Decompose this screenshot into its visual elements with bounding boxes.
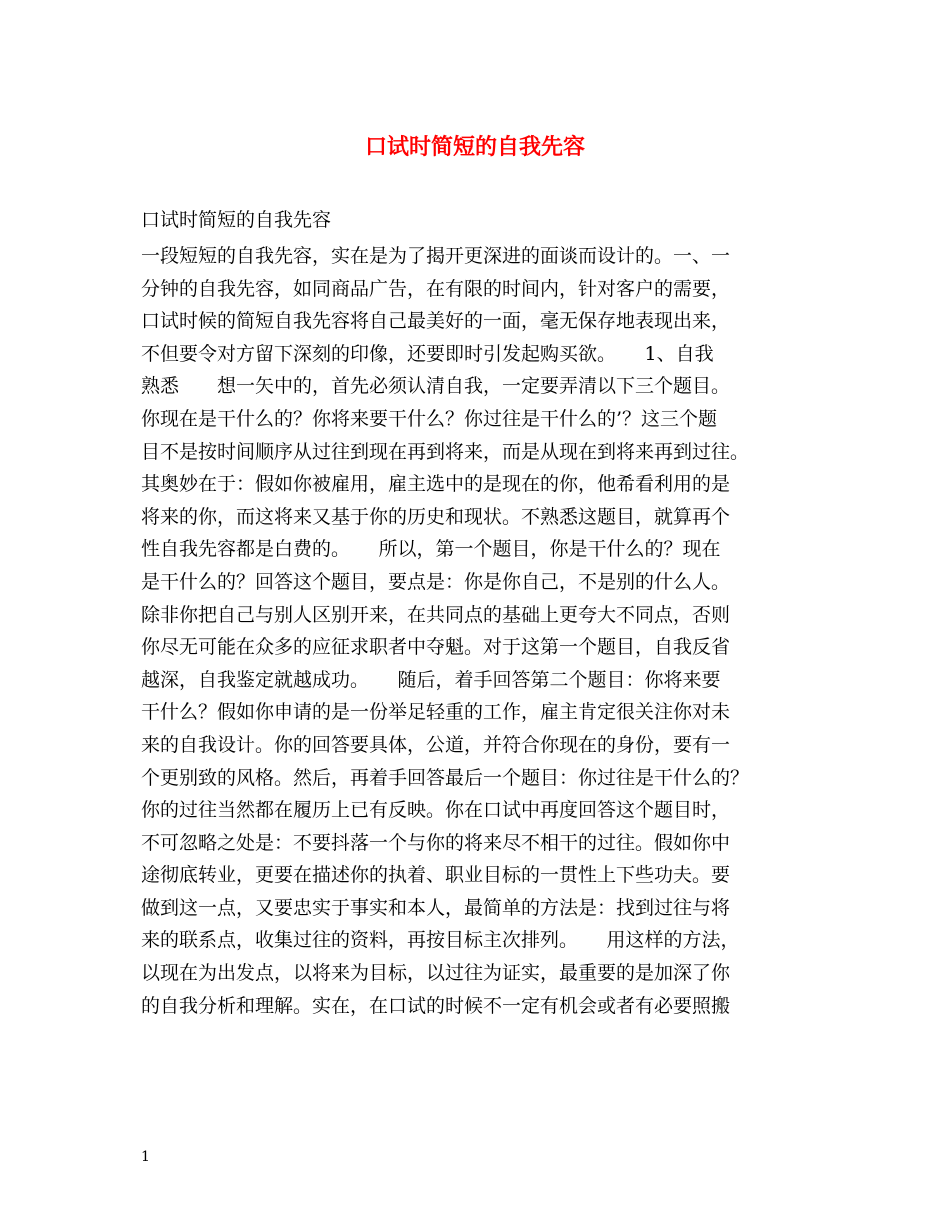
body-text-line: 你的过往当然都在履历上已有反映。你在口试中再度回答这个题目时， <box>141 799 731 822</box>
body-text-line: 途彻底转业，更要在描述你的执着、职业目标的一贯性上下些功夫。要 <box>141 864 731 887</box>
body-text-line: 性自我先容都是白费的。 所以，第一个题目，你是干什么的？现在 <box>141 538 721 561</box>
page-number: 1 <box>141 1149 150 1165</box>
body-text-line: 口试时候的简短自我先容将自己最美好的一面，毫无保存地表现出来， <box>141 310 731 333</box>
body-text-line: 以现在为出发点，以将来为目标，以过往为证实，最重要的是加深了你 <box>141 962 731 985</box>
body-text-line: 不可忽略之处是：不要抖落一个与你的将来尽不相干的过往。假如你中 <box>141 831 731 854</box>
body-text-line: 熟悉 想一矢中的，首先必须认清自我，一定要弄清以下三个题目。 <box>141 375 731 398</box>
document-title: 口试时简短的自我先容 <box>364 134 585 160</box>
body-text-line: 目不是按时间顺序从过往到现在再到将来，而是从现在到将来再到过往。 <box>141 440 750 463</box>
body-text-line: 的自我分析和理解。实在，在口试的时候不一定有机会或者有必要照搬 <box>141 994 731 1017</box>
body-text-line: 越深，自我鉴定就越成功。 随后，着手回答第二个题目：你将来要 <box>141 668 721 691</box>
body-text-line: 除非你把自己与别人区别开来，在共同点的基础上更夸大不同点，否则 <box>141 603 731 626</box>
body-text-line: 将来的你，而这将来又基于你的历史和现状。不熟悉这题目，就算再个 <box>141 505 731 528</box>
body-text-line: 你尽无可能在众多的应征求职者中夺魁。对于这第一个题目，自我反省 <box>141 636 731 659</box>
body-text-line: 你现在是干什么的？你将来要干什么？你过往是干什么的’？这三个题 <box>141 407 718 430</box>
body-text-line: 个更别致的风格。然后，再着手回答最后一个题目：你过往是干什么的？ <box>141 766 750 789</box>
body-text-line: 其奥妙在于：假如你被雇用，雇主选中的是现在的你，他希看利用的是 <box>141 473 731 496</box>
body-text-line: 一段短短的自我先容，实在是为了揭开更深进的面谈而设计的。一、一 <box>141 245 731 267</box>
body-text-line: 干什么？假如你申请的是一份举足轻重的工作，雇主肯定很关注你对未 <box>141 701 731 724</box>
document-subtitle: 口试时简短的自我先容 <box>141 209 332 231</box>
body-text-line: 分钟的自我先容，如同商品广告，在有限的时间内，针对客户的需要， <box>141 277 731 300</box>
body-text-line: 来的联系点，收集过往的资料，再按目标主次排列。 用这样的方法， <box>141 929 740 952</box>
body-text-line: 来的自我设计。你的回答要具体，公道，并符合你现在的身份，要有一 <box>141 733 731 756</box>
document-body <box>141 240 841 1022</box>
body-text-line: 是干什么的？回答这个题目，要点是：你是你自己，不是别的什么人。 <box>141 570 731 593</box>
body-text-line: 不但要令对方留下深刻的印像，还要即时引发起购买欲。 1、自我 <box>141 342 714 365</box>
body-text-line: 做到这一点，又要忠实于事实和本人，最简单的方法是：找到过往与将 <box>141 896 731 919</box>
